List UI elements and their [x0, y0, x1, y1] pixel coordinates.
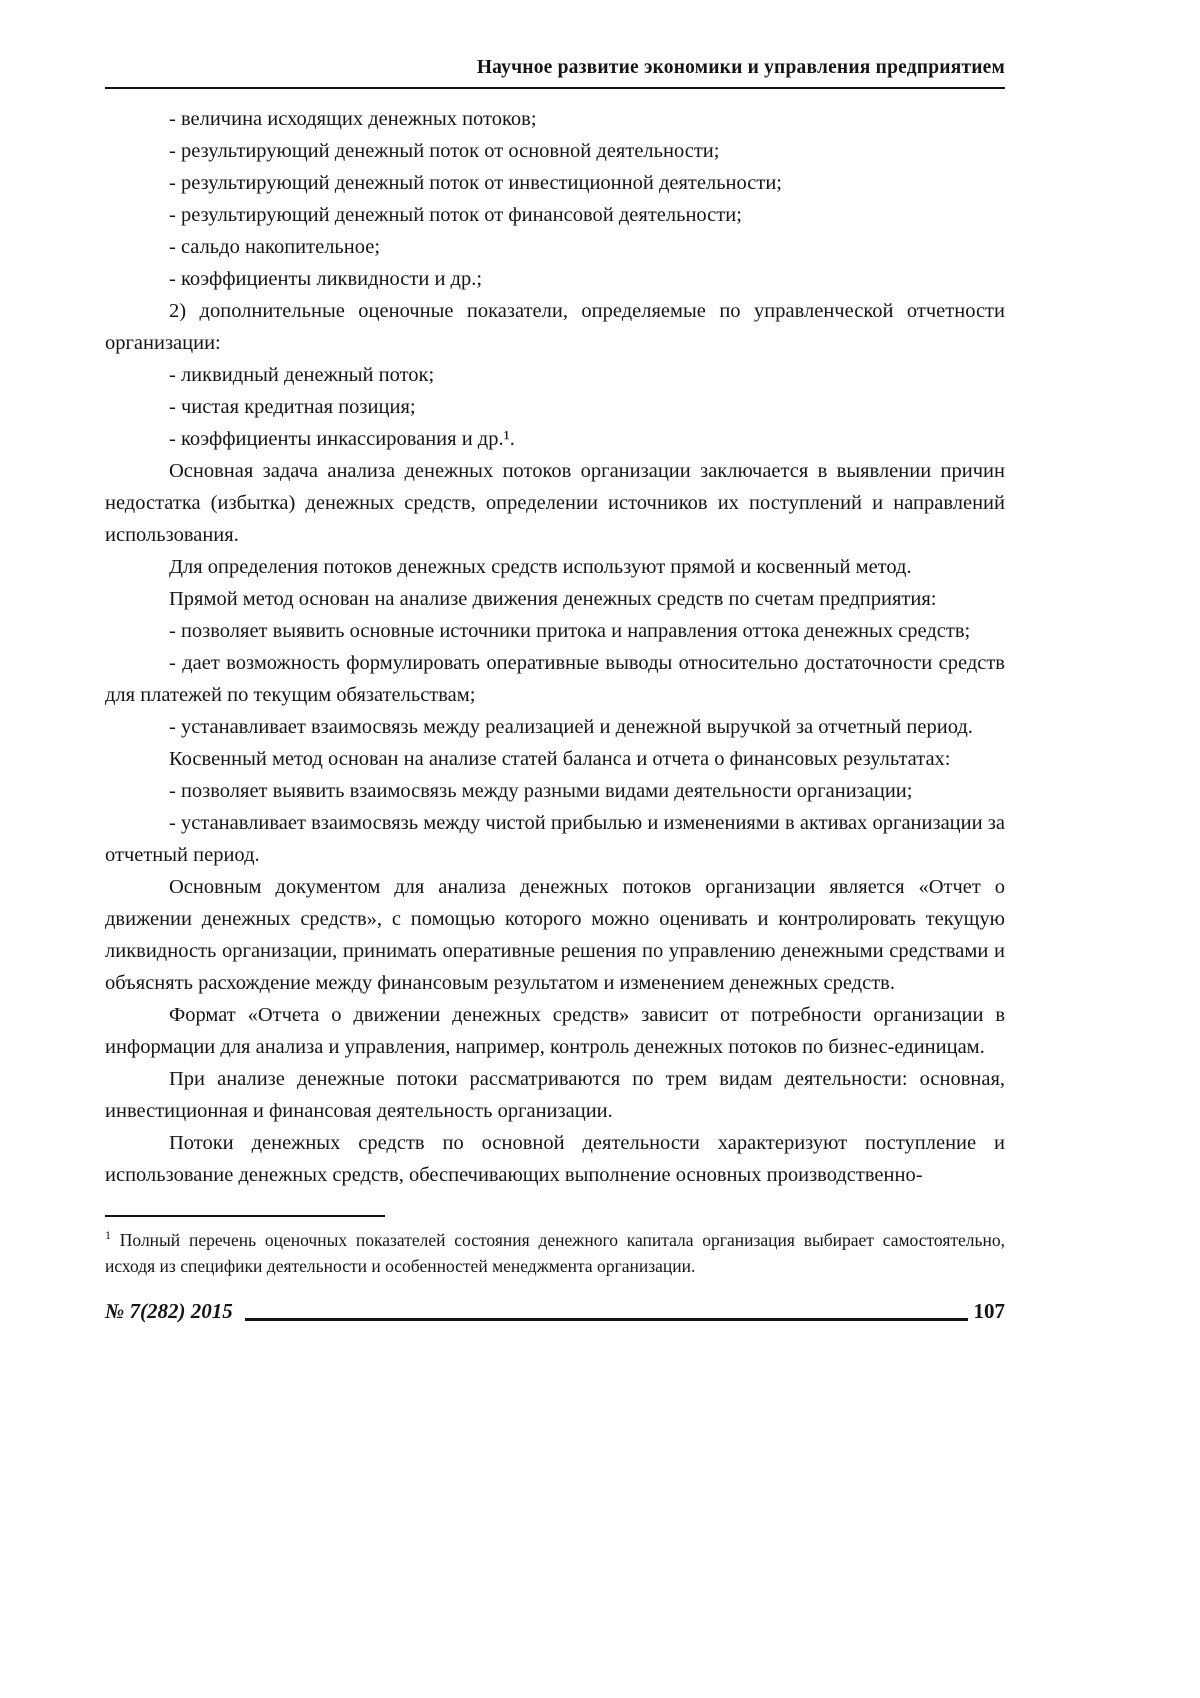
paragraph: - сальдо накопительное;	[169, 236, 381, 258]
page-footer	[105, 1299, 1005, 1324]
footnote	[105, 1227, 1005, 1279]
paragraph: - результирующий денежный поток от инвестиционной деятельности;	[169, 172, 782, 194]
paragraph: Основным документом для анализа денежных потоков организации является «Отчет о движении денежных средств», с помощью которого можно оценивать и контролировать текущую ликвидность организации, принимать оперативные решения по управлению денежными средствами и объяснять расхождение между финансовым результатом и изменением денежных средств.	[105, 876, 1005, 994]
paragraph: Прямой метод основан на анализе движения денежных средств по счетам предприятия:	[169, 588, 937, 610]
paragraph: Основная задача анализа денежных потоков организации заключается в выявлении причин недостатка (избытка) денежных средств, определении источников их поступлений и направлений использования.	[105, 460, 1005, 546]
paragraph: Косвенный метод основан на анализе статей баланса и отчета о финансовых результатах:	[169, 748, 951, 770]
paragraph: - ликвидный денежный поток;	[169, 364, 435, 386]
paragraph: - позволяет выявить основные источники притока и направления оттока денежных средств;	[169, 620, 971, 642]
paragraph: Для определения потоков денежных средств используют прямой и косвенный метод.	[169, 556, 912, 578]
page-number: 107	[973, 1299, 1005, 1323]
paragraph: 2) дополнительные оценочные показатели, определяемые по управленческой отчетности организации:	[105, 300, 1005, 354]
footer-rule	[245, 1318, 968, 1321]
footnote-separator-rule	[105, 1215, 385, 1217]
paragraph: - результирующий денежный поток от основной деятельности;	[169, 140, 720, 162]
article-body	[105, 103, 1005, 1191]
paragraph: Потоки денежных средств по основной деятельности характеризуют поступление и использование денежных средств, обеспечивающих выполнение основных производственно-	[105, 1132, 1005, 1186]
paragraph: Формат «Отчета о движении денежных средств» зависит от потребности организации в информации для анализа и управления, например, контроль денежных потоков по бизнес-единицам.	[105, 1004, 1005, 1058]
page-header	[105, 56, 1005, 89]
paragraph: При анализе денежные потоки рассматриваются по трем видам деятельности: основная, инвестиционная и финансовая деятельность организации.	[105, 1068, 1005, 1122]
paragraph: - коэффициенты инкассирования и др.¹.	[169, 428, 515, 450]
footnote-marker: 1	[105, 1228, 111, 1243]
footnote-text: Полный перечень оценочных показателей состояния денежного капитала организация выбирает самостоятельно, исходя из специфики деятельности и особенностей менеджмента организации.	[105, 1230, 1006, 1276]
paragraph: - устанавливает взаимосвязь между чистой прибылью и изменениями в активах организации за отчетный период.	[105, 812, 1005, 866]
footnote-area	[105, 1215, 1005, 1279]
paragraph: - коэффициенты ликвидности и др.;	[169, 268, 483, 290]
paragraph: - результирующий денежный поток от финансовой деятельности;	[169, 204, 742, 226]
paragraph: - чистая кредитная позиция;	[169, 396, 416, 418]
paragraph: - позволяет выявить взаимосвязь между разными видами деятельности организации;	[169, 780, 913, 802]
journal-running-title: Научное развитие экономики и управления предприятием	[476, 57, 1005, 78]
paragraph: - величина исходящих денежных потоков;	[169, 108, 537, 130]
journal-issue-label: № 7(282) 2015	[105, 1299, 233, 1323]
paragraph: - устанавливает взаимосвязь между реализацией и денежной выручкой за отчетный период.	[169, 716, 973, 738]
paragraph: - дает возможность формулировать оперативные выводы относительно достаточности средств для платежей по текущим обязательствам;	[105, 652, 1005, 706]
